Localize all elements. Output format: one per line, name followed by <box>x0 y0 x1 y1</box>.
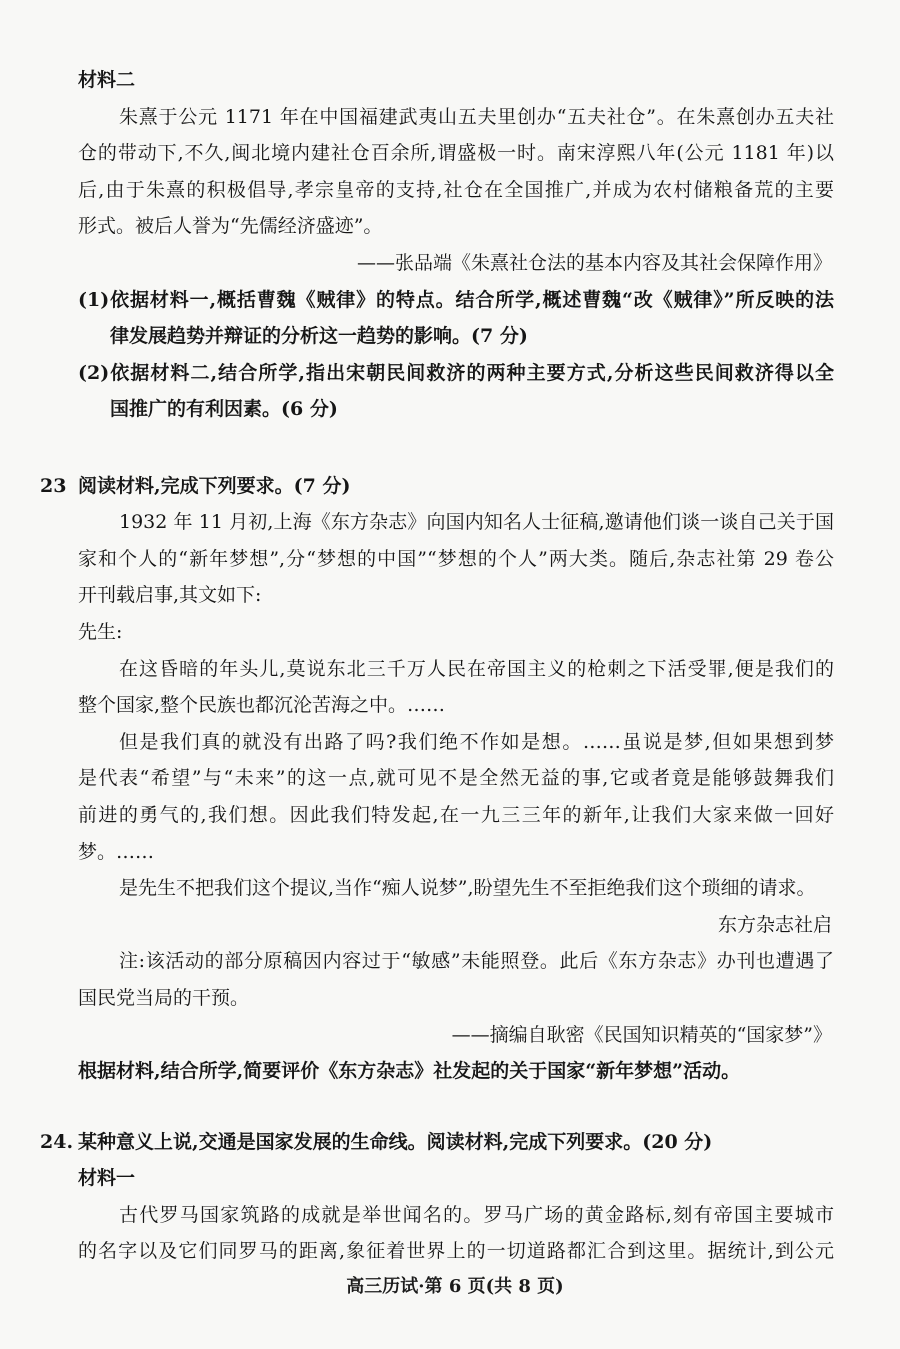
question-23-note-line: 注:该活动的部分原稿因内容过于“敏感”未能照登。此后《东方杂志》办刊也遭遇了 <box>119 950 834 973</box>
question-23-prompt: 根据材料,结合所学,简要评价《东方杂志》社发起的关于国家“新年梦想”活动。 <box>78 1060 741 1083</box>
exam-page <box>40 62 834 1270</box>
question-22-part-2-line: 国推广的有利因素。(6 分) <box>110 398 338 421</box>
letter-paragraph-line: 是先生不把我们这个提议,当作“痴人说梦”,盼望先生不至拒绝我们这个琐细的请求。 <box>119 877 816 900</box>
letter-paragraph-line: 前进的勇气的,我们想。因此我们特发起,在一九三三年的新年,让我们大家来做一回好 <box>78 803 834 826</box>
question-22-part-1-line: (1)依据材料一,概括曹魏《贼律》的特点。结合所学,概述曹魏“改《贼律》”所反映的法 <box>78 288 834 311</box>
letter-paragraph-line: 是代表“希望”与“未来”的这一点,就可见不是全然无益的事,它或者竟是能够鼓舞我们 <box>78 767 834 790</box>
question-23-intro-line: 家和个人的“新年梦想”,分“梦想的中国”“梦想的个人”两大类。随后,杂志社第 29 卷公 <box>78 547 834 570</box>
question-24-stem: 某种意义上说,交通是国家发展的生命线。阅读材料,完成下列要求。(20 分) <box>78 1130 713 1153</box>
letter-paragraph-line: 梦。…… <box>78 840 155 863</box>
letter-signature: 东方杂志社启 <box>717 913 832 936</box>
letter-paragraph-line: 整个国家,整个民族也都沉沦苦海之中。…… <box>78 694 446 717</box>
question-23-stem: 阅读材料,完成下列要求。(7 分) <box>78 474 351 497</box>
question-22-part-2-line: (2)依据材料二,结合所学,指出宋朝民间救济的两种主要方式,分析这些民间救济得以全 <box>78 361 834 384</box>
material-1-paragraph-line: 的名字以及它们同罗马的距离,象征着世界上的一切道路都汇合到这里。据统计,到公元 <box>78 1240 834 1263</box>
question-23-source-citation: ——摘编自耿密《民国知识精英的“国家梦”》 <box>451 1023 832 1046</box>
question-24-header <box>40 1124 834 1161</box>
question-23-intro-line: 开刊载启事,其文如下: <box>78 584 262 607</box>
letter-salutation: 先生: <box>78 621 123 643</box>
material-2-section <box>78 62 834 428</box>
material-2-source-citation: ——张品端《朱熹社仓法的基本内容及其社会保障作用》 <box>356 251 832 274</box>
material-2-paragraph-line: 仓的带动下,不久,闽北境内建社仓百余所,谓盛极一时。南宋淳熙八年(公元 1181 年)以 <box>78 142 834 165</box>
material-2-heading: 材料二 <box>78 69 136 91</box>
question-24-number: 24. <box>40 1130 74 1153</box>
material-2-paragraph-line: 后,由于朱熹的积极倡导,孝宗皇帝的支持,社仓在全国推广,并成为农村储粮备荒的主要 <box>78 178 834 201</box>
question-23-section <box>40 468 834 1090</box>
page-footer: 高三历试·第 6 页(共 8 页) <box>346 1276 564 1297</box>
question-23-intro-line: 1932 年 11 月初,上海《东方杂志》向国内知名人士征稿,邀请他们谈一谈自己关于国 <box>119 511 834 534</box>
letter-paragraph-line: 但是我们真的就没有出路了吗?我们绝不作如是想。……虽说是梦,但如果想到梦 <box>119 730 834 753</box>
question-24-section <box>40 1124 834 1270</box>
question-22-part-1-line: 律发展趋势并辩证的分析这一趋势的影响。(7 分) <box>110 325 528 348</box>
material-2-paragraph-line: 朱熹于公元 1171 年在中国福建武夷山五夫里创办“五夫社仓”。在朱熹创办五夫社 <box>119 105 834 128</box>
question-23-note-line: 国民党当局的干预。 <box>78 986 250 1009</box>
material-2-paragraph-line: 形式。被后人誉为“先儒经济盛迹”。 <box>78 215 383 238</box>
material-1-paragraph-line: 古代罗马国家筑路的成就是举世闻名的。罗马广场的黄金路标,刻有帝国主要城市 <box>119 1203 834 1226</box>
material-1-heading: 材料一 <box>78 1167 136 1190</box>
letter-paragraph-line: 在这昏暗的年头儿,莫说东北三千万人民在帝国主义的枪刺之下活受罪,便是我们的 <box>119 657 834 680</box>
question-23-number: 23 <box>40 474 67 497</box>
question-23-header <box>40 468 834 505</box>
